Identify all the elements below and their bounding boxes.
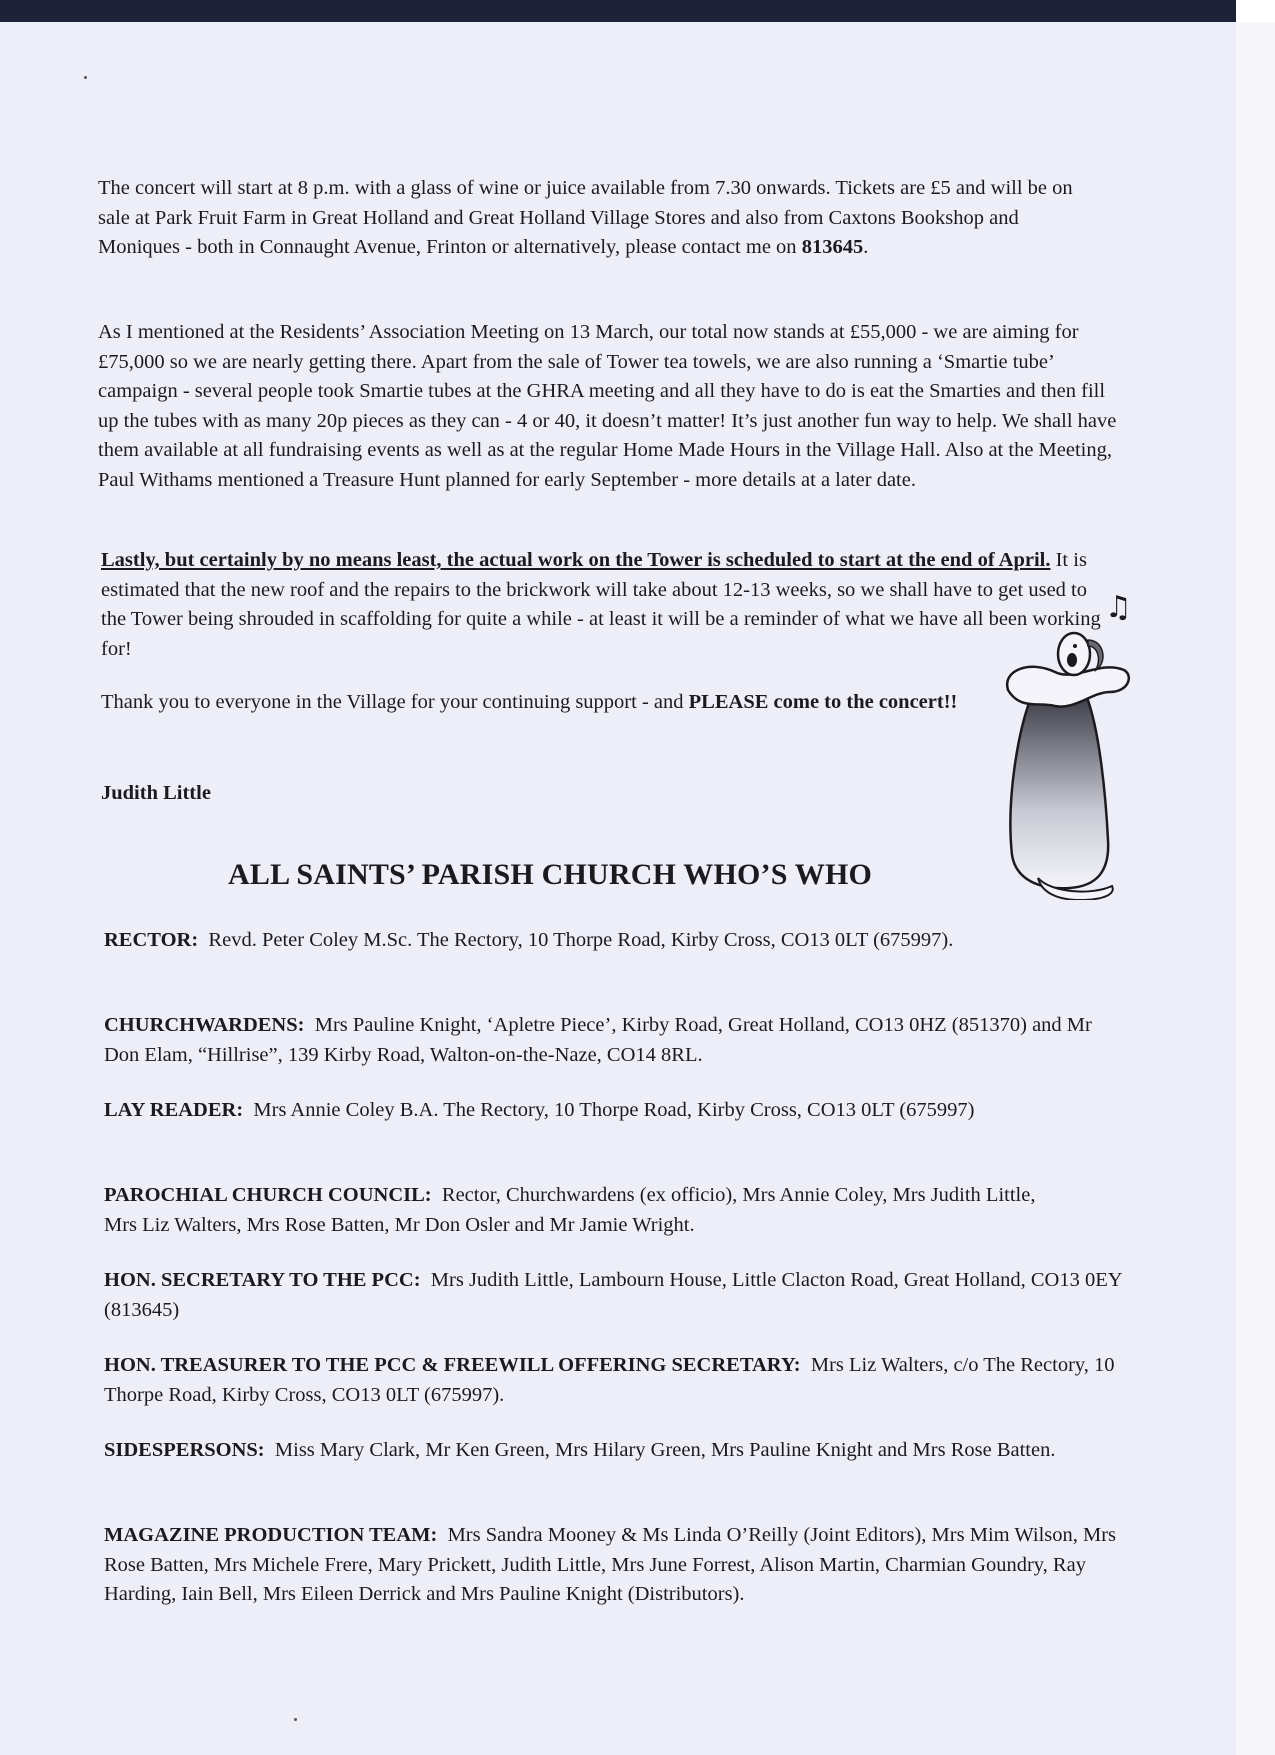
entry-text: Mrs Judith Little, Lambourn House, Little Clacton Road, Great Holland, CO13 0EY (813645) <box>104 1269 1122 1321</box>
thanks-paragraph <box>101 688 1006 718</box>
singing-lady-illustration <box>1000 610 1140 900</box>
entry-parochial-church-council <box>104 1181 1064 1240</box>
entry-role: HON. SECRETARY TO THE PCC: <box>104 1269 421 1291</box>
fundraising-paragraph: As I mentioned at the Residents’ Association Meeting on 13 March, our total now stands at £55,000 - we are aiming for £75,000 so we are nearly getting there. Apart from the sale of Tower tea towels, we are also running a ‘Smartie tube’ campaign - several people took Smartie tubes at the GHRA meeting and all they have to do is eat the Smarties and then fill up the tubes with as many 20p pieces as they can - 4 or 40, it doesn’t matter! It’s just another fun way to help. We shall have them available at all fundraising events as well as at the regular Home Made Hours in the Village Hall. Also at the Meeting, Paul Withams mentioned a Treasure Hunt planned for early September - more details at a later date. <box>98 321 1117 491</box>
entry-role: LAY READER: <box>104 1099 244 1121</box>
whos-who-heading: ALL SAINTS’ PARISH CHURCH WHO’S WHO <box>228 858 873 891</box>
entry-role: PAROCHIAL CHURCH COUNCIL: <box>104 1184 432 1206</box>
entry-magazine-production-team <box>104 1521 1134 1610</box>
tower-work-text: It is estimated that the new roof and the repairs to the brickwork will take about 12-13 weeks, so we shall have to get used to the Tower being shrouded in scaffolding for quite a while - at least it will be a reminder of what we have all been working for! <box>101 549 1101 660</box>
contact-phone: 813645 <box>801 236 864 258</box>
scan-top-edge <box>0 0 1236 22</box>
entry-lay-reader <box>104 1096 1094 1126</box>
scan-right-margin <box>1236 22 1275 1755</box>
entry-sidespersons <box>104 1436 1094 1466</box>
tower-work-paragraph <box>101 546 1106 664</box>
entry-role: RECTOR: <box>104 929 199 951</box>
entry-text: Mrs Liz Walters, c/o The Rectory, 10 Thorpe Road, Kirby Cross, CO13 0LT (675997). <box>104 1354 1115 1406</box>
concert-info-end: . <box>863 236 869 258</box>
entry-role: HON. TREASURER TO THE PCC & FREEWILL OFFERING SECRETARY: <box>104 1354 801 1376</box>
singer-eye <box>1073 644 1077 648</box>
entry-text: Mrs Annie Coley B.A. The Rectory, 10 Thorpe Road, Kirby Cross, CO13 0LT (675997) <box>253 1099 975 1121</box>
thanks-emphasis: PLEASE come to the concert!! <box>688 691 958 713</box>
tower-work-lead: Lastly, but certainly by no means least, the actual work on the Tower is scheduled to start at the end of April. <box>101 549 1051 571</box>
entry-text: Mrs Pauline Knight, ‘Apletre Piece’, Kirby Road, Great Holland, CO13 0HZ (851370) and Mr Don Elam, “Hillrise”, 139 Kirby Road, Walton-on-the-Naze, CO14 8RL. <box>104 1014 1092 1066</box>
entry-text: Miss Mary Clark, Mr Ken Green, Mrs Hilary Green, Mrs Pauline Knight and Mrs Rose Batten. <box>274 1439 1056 1461</box>
singer-mouth <box>1067 653 1077 667</box>
entry-rector <box>104 926 1094 956</box>
singer-dress <box>1010 695 1108 888</box>
entry-role: MAGAZINE PRODUCTION TEAM: <box>104 1524 438 1546</box>
entry-role: SIDESPERSONS: <box>104 1439 265 1461</box>
entry-text: Rector, Churchwardens (ex officio), Mrs Annie Coley, Mrs Judith Little, Mrs Liz Walters, Mrs Rose Batten, Mr Don Osler and Mr Jamie Wright. <box>104 1184 1036 1236</box>
entry-role: CHURCHWARDENS: <box>104 1014 305 1036</box>
signature: Judith Little <box>101 782 211 804</box>
scan-speck <box>84 76 87 79</box>
entry-text: Revd. Peter Coley M.Sc. The Rectory, 10 Thorpe Road, Kirby Cross, CO13 0LT (675997). <box>208 929 954 951</box>
entry-hon-treasurer <box>104 1351 1124 1410</box>
scan-speck <box>294 1718 297 1721</box>
music-note-icon: ♫ <box>1105 590 1132 625</box>
thanks-text: Thank you to everyone in the Village for your continuing support - and <box>101 691 689 713</box>
entry-hon-secretary <box>104 1266 1124 1325</box>
concert-info-text: The concert will start at 8 p.m. with a glass of wine or juice available from 7.30 onwards. Tickets are £5 and will be on sale at Park Fruit Farm in Great Holland and Great Holland Village Stores and also from Caxtons Bookshop and Moniques - both in Connaught Avenue, Frinton or alternatively, please contact me on <box>98 177 1073 258</box>
entry-text: Mrs Sandra Mooney & Ms Linda O’Reilly (Joint Editors), Mrs Mim Wilson, Mrs Rose Batten, Mrs Michele Frere, Mary Prickett, Judith Little, Mrs June Forrest, Alison Martin, Charmian Goundry, Ray Harding, Iain Bell, Mrs Eileen Derrick and Mrs Pauline Knight (Distributors). <box>104 1524 1117 1605</box>
entry-churchwardens <box>104 1011 1124 1070</box>
concert-info-paragraph <box>98 174 1093 263</box>
